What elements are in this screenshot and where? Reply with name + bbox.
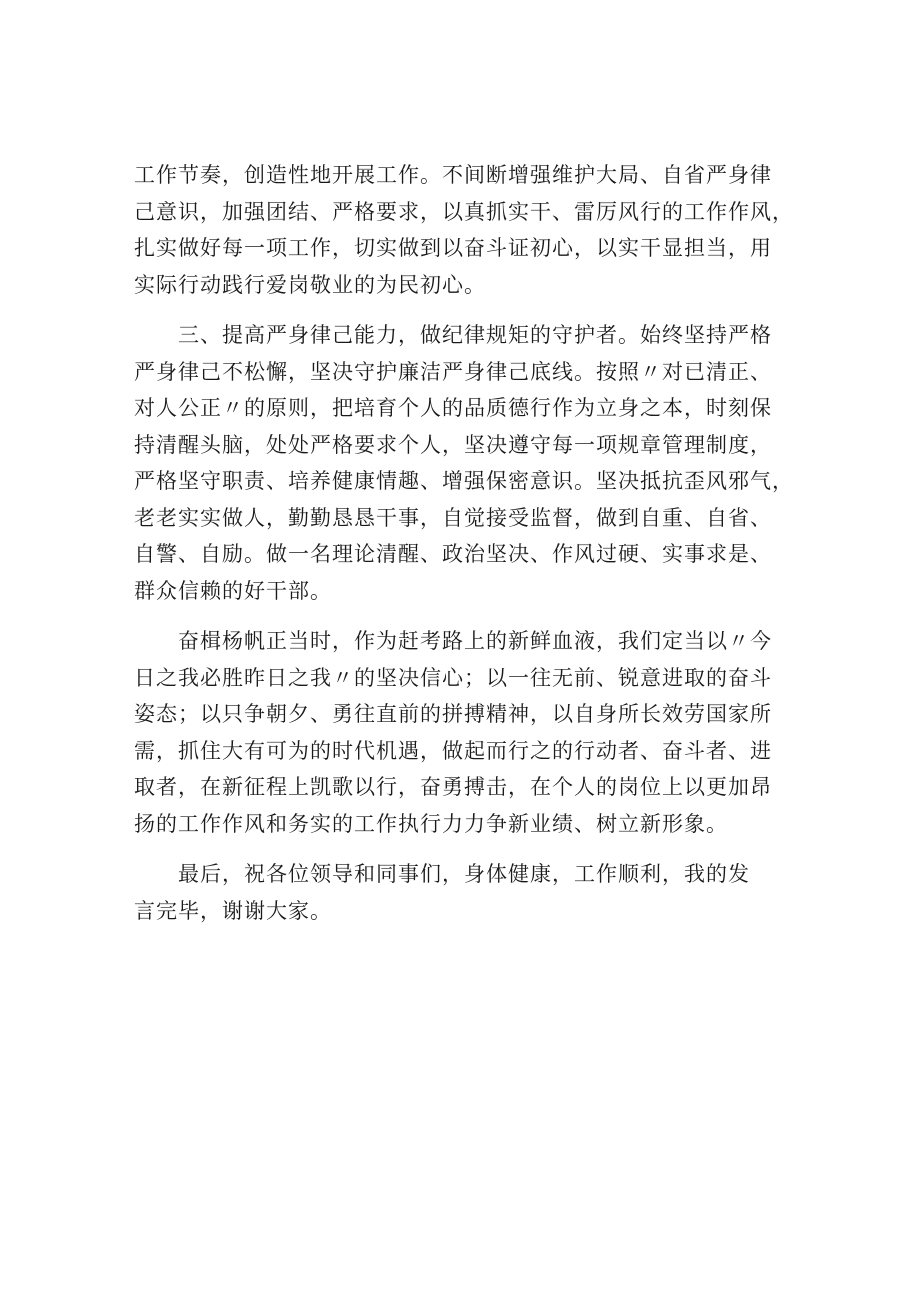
text-line: 群众信赖的好干部。 [134, 578, 332, 603]
text-line: 三、提高严身律己能力，做纪律规矩的守护者。始终坚持严格 [178, 323, 772, 347]
text-line: 工作节奏，创造性地开展工作。不间断增强维护大局、自省严身律 [134, 163, 772, 187]
text-line: 对人公正〃的原则，把培育个人的品质德行作为立身之本，时刻保 [134, 396, 772, 420]
text-line: 老老实实做人，勤勤恳恳干事，自觉接受监督，做到自重、自省、 [134, 505, 772, 530]
text-line: 姿态；以只争朝夕、勇往直前的拼搏精神，以自身所长效劳国家所 [134, 702, 772, 726]
text-line: 最后，祝各位领导和同事们，身体健康，工作顺利，我的发 [178, 862, 750, 886]
text-line: 实际行动践行爱岗敬业的为民初心。 [134, 272, 486, 297]
text-line: 严格坚守职责、培养健康情趣、增强保密意识。坚决抵抗歪风邪气， [134, 469, 794, 493]
paragraph-2 [134, 317, 834, 609]
document-body [134, 157, 834, 929]
text-line: 言完毕，谢谢大家。 [134, 898, 332, 923]
text-line: 自警、自励。做一名理论清醒、政治坚决、作风过硬、实事求是、 [134, 542, 772, 566]
text-line: 取者，在新征程上凯歌以行，奋勇搏击，在个人的岗位上以更加昂 [134, 775, 772, 799]
text-line: 己意识，加强团结、严格要求，以真抓实干、雷厉风行的工作作风， [134, 199, 794, 224]
paragraph-4 [134, 856, 834, 929]
text-line: 奋楫杨帆正当时，作为赶考路上的新鲜血液，我们定当以〃今 [178, 629, 772, 653]
text-line: 严身律己不松懈，坚决守护廉洁严身律己底线。按照〃对已清正、 [134, 359, 772, 384]
text-line: 持清醒头脑，处处严格要求个人，坚决遵守每一项规章管理制度， [134, 432, 772, 457]
text-line: 日之我必胜昨日之我〃的坚决信心；以一往无前、锐意进取的奋斗 [134, 665, 772, 690]
text-line: 扎实做好每一项工作，切实做到以奋斗证初心，以实干显担当，用 [134, 236, 772, 260]
text-line: 需，抓住大有可为的时代机遇，做起而行之的行动者、奋斗者、进 [134, 738, 772, 763]
text-line: 扬的工作作风和务实的工作执行力力争新业绩、树立新形象。 [134, 811, 728, 836]
paragraph-3 [134, 623, 834, 842]
paragraph-1 [134, 157, 834, 303]
